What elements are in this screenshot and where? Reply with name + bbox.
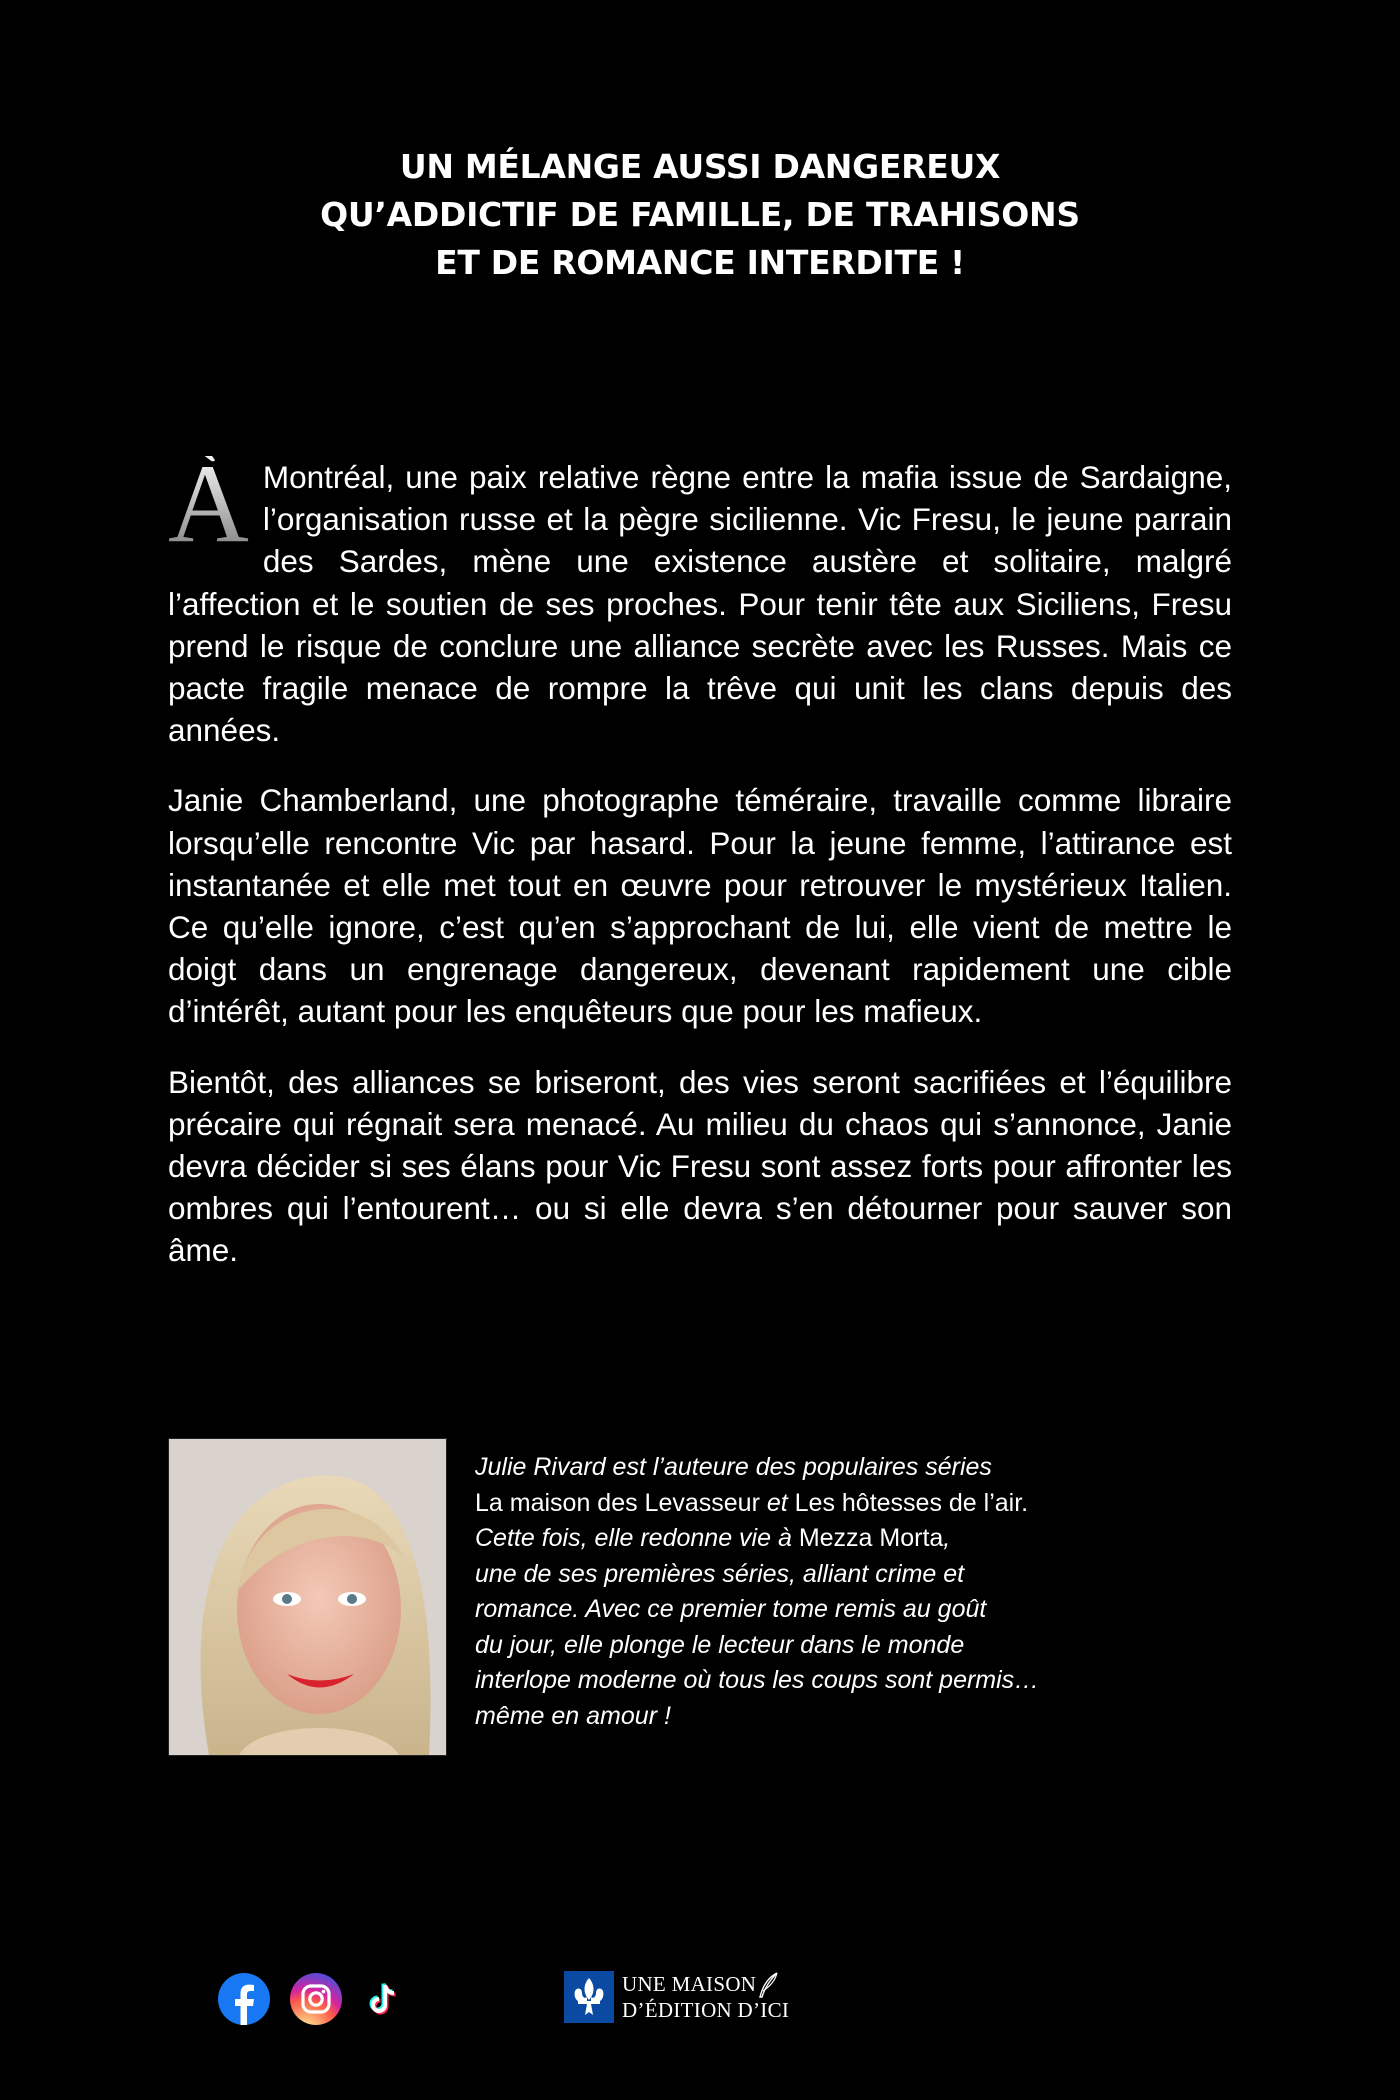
drop-cap: À bbox=[168, 442, 249, 566]
author-bio-line-5: romance. Avec ce premier tome remis au goût bbox=[475, 1595, 987, 1623]
publisher-line-1: UNE MAISON bbox=[622, 1972, 757, 1996]
author-bio-conjunction: et bbox=[759, 1488, 795, 1517]
synopsis-paragraph-1 bbox=[168, 442, 1232, 751]
series-title-mezza-morta: Mezza Morta bbox=[798, 1524, 944, 1552]
headline-line-1: UN MÉLANGE AUSSI DANGEREUX bbox=[399, 147, 1001, 186]
tiktok-icon[interactable] bbox=[362, 1973, 402, 2025]
series-title-hotesses: Les hôtesses de l’air. bbox=[794, 1488, 1029, 1517]
synopsis-paragraph-3: Bientôt, des alliances se briseront, des vies seront sacrifiées et l’équilibre précaire qui régnait sera menacé. Au milieu du chaos qui s’annonce, Janie devra décider si ses élans pour Vic Fresu sont assez forts pour affronter les ombres qui l’entourent… ou si elle devra s’en détourner pour sauver son âme. bbox=[168, 1063, 1232, 1269]
publisher-line-2: D’ÉDITION D’ICI bbox=[622, 1998, 790, 2022]
author-portrait-icon bbox=[169, 1439, 446, 1755]
fleur-de-lis-icon bbox=[564, 1971, 614, 2023]
headline-line-2: QU’ADDICTIF DE FAMILLE, DE TRAHISONS bbox=[320, 195, 1080, 234]
facebook-icon[interactable] bbox=[218, 1973, 270, 2025]
author-bio-line-7: interlope moderne où tous les coups sont permis… bbox=[475, 1666, 1040, 1694]
instagram-icon[interactable] bbox=[290, 1973, 342, 2025]
quill-icon bbox=[757, 1971, 779, 2001]
author-bio-line-4: une de ses premières séries, alliant crime et bbox=[475, 1559, 965, 1588]
author-bio bbox=[475, 1450, 1175, 1734]
series-title-levasseur: La maison des Levasseur bbox=[475, 1488, 760, 1517]
headline-line-3: ET DE ROMANCE INTERDITE ! bbox=[435, 243, 965, 282]
author-bio-line-3: Cette fois, elle redonne vie à Mezza Morta, bbox=[475, 1524, 951, 1552]
synopsis-paragraph-1-text: Montréal, une paix relative règne entre la mafia issue de Sardaigne, l’organisation russe et la pègre sicilienne. Vic Fresu, le jeune parrain des Sardes, mène une existence austère et solitaire, malgré l’affection et le soutien de ses proches. Pour tenir tête aux Siciliens, Fresu prend le risque de conclure une alliance secrète avec les Russes. Mais ce pacte fragile menace de rompre la trêve qui unit les clans depuis des années. bbox=[168, 459, 1232, 749]
publisher-logo bbox=[564, 1971, 790, 2023]
social-links bbox=[218, 1973, 402, 2025]
author-photo bbox=[168, 1438, 447, 1756]
author-bio-line-8: même en amour ! bbox=[475, 1701, 671, 1730]
headline bbox=[150, 143, 1250, 287]
author-bio-line-1: Julie Rivard est l’auteure des populaires séries bbox=[475, 1453, 992, 1481]
author-bio-line-6: du jour, elle plonge le lecteur dans le monde bbox=[475, 1630, 965, 1659]
synopsis bbox=[168, 442, 1232, 1300]
synopsis-paragraph-2: Janie Chamberland, une photographe téméraire, travaille comme libraire lorsqu’elle rencontre Vic par hasard. Pour la jeune femme, l’attirance est instantanée et elle met tout en œuvre pour retrouver le mystérieux Italien. Ce qu’elle ignore, c’est qu’en s’approchant de lui, elle vient de mettre le doigt dans un engrenage dangereux, devenant rapidement une cible d’intérêt, autant pour les enquêteurs que pour les mafieux. bbox=[168, 782, 1232, 1030]
author-bio-line-2 bbox=[475, 1486, 1175, 1522]
